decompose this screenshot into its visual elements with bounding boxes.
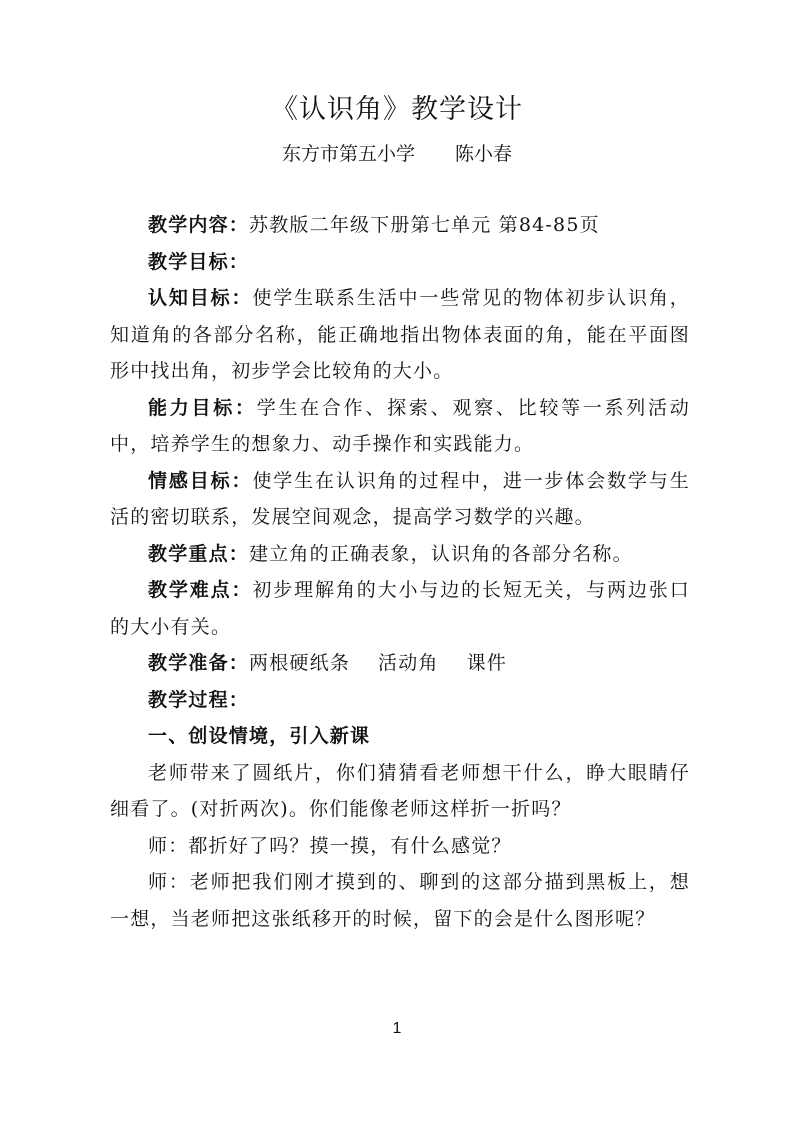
ability-goal — [110, 390, 690, 463]
emotion-goal-label: 情感目标： — [148, 469, 253, 492]
preparation-label: 教学准备： — [148, 652, 250, 674]
difficulty — [110, 572, 690, 645]
preparation-item: 课件 — [466, 652, 508, 674]
teaching-content — [110, 207, 690, 244]
difficulty-text: 初步理解角的大小与边的长短无关，与两边张口的大小有关。 — [110, 579, 690, 638]
page-number: 1 — [392, 1020, 402, 1037]
school-name: 东方市第五小学 — [281, 143, 415, 165]
cognitive-goal — [110, 280, 690, 390]
section-paragraph: 师：都折好了吗？摸一摸，有什么感觉？ — [148, 834, 512, 857]
document-body — [110, 207, 690, 937]
difficulty-label: 教学难点： — [148, 579, 253, 601]
teaching-content-text: 苏教版二年级下册第七单元 第84-85页 — [249, 214, 600, 236]
preparation-item: 活动角 — [378, 652, 439, 674]
section-heading — [110, 718, 690, 755]
section-paragraph: 师：老师把我们刚才摸到的、聊到的这部分描到黑板上，想一想，当老师把这张纸移开的时候，留下的会是什么图形呢？ — [110, 871, 690, 930]
cognitive-goal-label: 认知目标： — [148, 287, 253, 309]
teaching-content-label: 教学内容： — [148, 214, 250, 236]
teaching-process-label: 教学过程： — [148, 688, 250, 711]
section-paragraph: 老师带来了圆纸片，你们猜猜看老师想干什么，睁大眼睛仔细看了。(对折两次)。你们能像老师这样折一折吗？ — [110, 761, 690, 820]
teaching-goals — [110, 244, 690, 281]
teaching-process — [110, 682, 690, 719]
section-heading-text: 一、创设情境，引入新课 — [148, 725, 371, 747]
ability-goal-text: 学生在合作、探索、观察、比较等一系列活动中，培养学生的想象力、动手操作和实践能力。 — [110, 396, 690, 455]
author-line — [0, 138, 794, 170]
key-point — [110, 536, 690, 573]
ability-goal-label: 能力目标： — [148, 396, 257, 419]
cognitive-goal-text: 使学生联系生活中一些常见的物体初步认识角，知道角的各部分名称，能正确地指出物体表面的角，能在平面图形中找出角，初步学会比较角的大小。 — [110, 287, 690, 382]
key-point-label: 教学重点： — [148, 542, 250, 565]
teaching-goals-label: 教学目标： — [148, 250, 250, 273]
author-name: 陈小春 — [455, 143, 513, 165]
key-point-text: 建立角的正确表象，认识角的各部分名称。 — [249, 542, 633, 565]
preparation — [110, 645, 690, 682]
preparation-item: 两根硬纸条 — [249, 652, 351, 674]
emotion-goal-text: 使学生在认识角的过程中，进一步体会数学与生活的密切联系，发展空间观念，提高学习数学的兴趣。 — [110, 469, 690, 528]
emotion-goal — [110, 463, 690, 536]
document-title: 《认识角》教学设计 — [271, 94, 523, 125]
